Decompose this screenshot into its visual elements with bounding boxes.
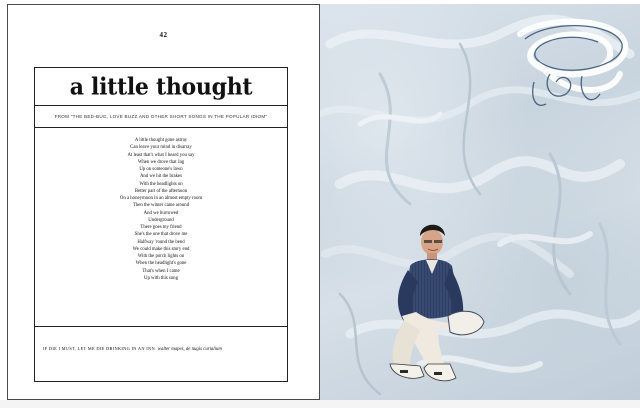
title-box (35, 68, 287, 106)
poem-line: When the headlight's gone (135, 261, 187, 267)
poem-line: Underground (148, 217, 174, 223)
poem-frame (34, 67, 288, 382)
epigraph-attribution: walter mapes, de nugis curialium (157, 347, 222, 352)
poem-line: We could make this story end (132, 246, 190, 252)
poem-line: Halfway 'round the bend (137, 239, 185, 245)
poem-line: Up with this song (144, 275, 178, 281)
poem-line: With the porch lights on (137, 254, 185, 259)
poem-source: FROM "THE BED-BUG, LOVE BUZZ AND OTHER SHORT SONGS IN THE POPULAR IDIOM" (54, 114, 268, 119)
poem-line: And we burrowed (143, 210, 179, 216)
crouching-man-figure (390, 225, 484, 381)
subtitle-box (35, 106, 287, 128)
poem-line: With the headlights on (139, 181, 183, 187)
left-page (7, 4, 320, 400)
poem-line: Better part of the afternoon (134, 188, 188, 194)
poem-line: On a honeymoon in an almost empty room (119, 196, 203, 201)
poem-line: And we hit the brakes (139, 174, 183, 180)
poem-body (35, 137, 287, 282)
poem-line: A little thought gone astray (134, 138, 188, 143)
poem-line: Up on someone's lawn (139, 167, 183, 172)
epigraph (43, 346, 222, 352)
epigraph-text: IF DIE I MUST, LET ME DIE DRINKING IN AN INN. (43, 346, 157, 351)
page-number: 42 (159, 31, 168, 39)
footer-divider (35, 326, 287, 327)
right-page-painting (320, 4, 640, 400)
bottom-margin (0, 400, 640, 408)
poem-line: At least that's what I heard you say (127, 152, 195, 158)
poem-line: Can leave your mind in disarray (130, 145, 192, 151)
poem-line: That's when I came (142, 268, 180, 274)
poem-line: There goes my friend (140, 225, 182, 230)
poem-line: She's the one that drove me (134, 232, 188, 238)
poem-line: Then the winter came around (132, 203, 190, 209)
poem-title: a little thought (69, 72, 253, 101)
painting-illustration (320, 4, 640, 400)
poem-line: When we drove that Jag (137, 159, 185, 165)
